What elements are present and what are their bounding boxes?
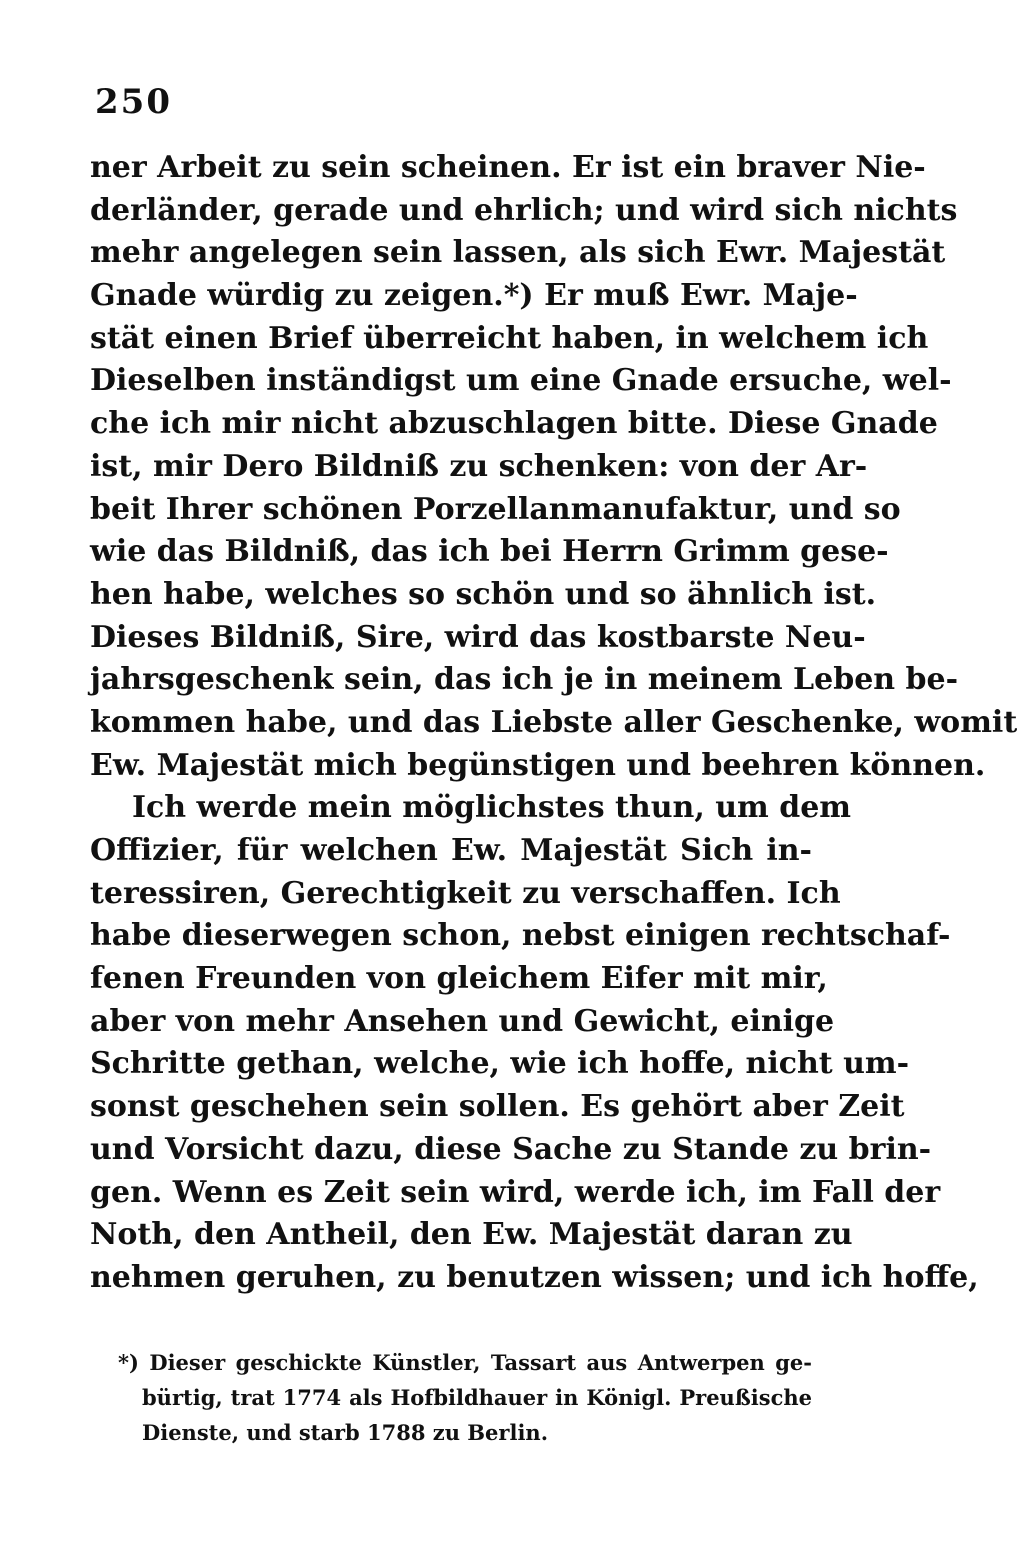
- text-line: che ich mir nicht abzuschlagen bitte. Diese Gnade: [90, 406, 938, 442]
- text-line: Dieselben inständigst um eine Gnade ersuche, wel-: [90, 363, 952, 399]
- text-line: fenen Freunden von gleichem Eifer mit mir,: [90, 961, 828, 997]
- text-line: teressiren, Gerechtigkeit zu verschaffen. Ich: [90, 875, 841, 911]
- text-line: Noth, den Antheil, den Ew. Majestät daran zu: [90, 1217, 853, 1253]
- text-line: kommen habe, und das Liebste aller Geschenke, womit: [90, 704, 1017, 740]
- paragraph-start-line: Ich werde mein möglichstes thun, um dem: [132, 790, 852, 826]
- footnote-line: *) Dieser geschickte Künstler, Tassart aus Antwerpen ge-: [118, 1350, 812, 1375]
- text-line: aber von mehr Ansehen und Gewicht, einige: [90, 1003, 835, 1039]
- footnote: [118, 1345, 812, 1450]
- text-line: Dieses Bildniß, Sire, wird das kostbarste Neu-: [90, 619, 866, 655]
- text-line: ist, mir Dero Bildniß zu schenken: von der Ar-: [90, 448, 868, 484]
- text-line: Schritte gethan, welche, wie ich hoffe, nicht um-: [90, 1046, 910, 1082]
- text-line: wie das Bildniß, das ich bei Herrn Grimm gese-: [90, 534, 889, 570]
- text-line: hen habe, welches so schön und so ähnlich ist.: [90, 576, 877, 612]
- text-line: beit Ihrer schönen Porzellanmanufaktur, und so: [90, 491, 901, 527]
- text-line: und Vorsicht dazu, diese Sache zu Stande zu brin-: [90, 1131, 932, 1167]
- text-line: mehr angelegen sein lassen, als sich Ewr. Majestät: [90, 235, 946, 271]
- text-line: nehmen geruhen, zu benutzen wissen; und ich hoffe,: [90, 1259, 979, 1295]
- text-line: stät einen Brief überreicht haben, in welchem ich: [90, 320, 929, 356]
- text-line: Gnade würdig zu zeigen.*) Er muß Ewr. Maje-: [90, 278, 858, 314]
- text-line: jahrsgeschenk sein, das ich je in meinem Leben be-: [90, 662, 959, 698]
- text-line: Ew. Majestät mich begünstigen und beehren können.: [90, 747, 986, 783]
- text-line: gen. Wenn es Zeit sein wird, werde ich, im Fall der: [90, 1174, 941, 1210]
- footnote-line: bürtig, trat 1774 als Hofbildhauer in Königl. Preußische: [142, 1385, 812, 1410]
- text-line: derländer, gerade und ehrlich; und wird sich nichts: [90, 192, 958, 228]
- main-text: [90, 147, 1017, 1300]
- text-line: sonst geschehen sein sollen. Es gehört aber Zeit: [90, 1089, 905, 1125]
- footnote-line: Dienste, und starb 1788 zu Berlin.: [142, 1420, 549, 1445]
- text-line: Offizier, für welchen Ew. Majestät Sich in-: [90, 833, 812, 868]
- page-number: 250: [95, 82, 172, 122]
- text-line: ner Arbeit zu sein scheinen. Er ist ein braver Nie-: [90, 150, 926, 185]
- text-line: habe dieserwegen schon, nebst einigen rechtschaf-: [90, 918, 951, 954]
